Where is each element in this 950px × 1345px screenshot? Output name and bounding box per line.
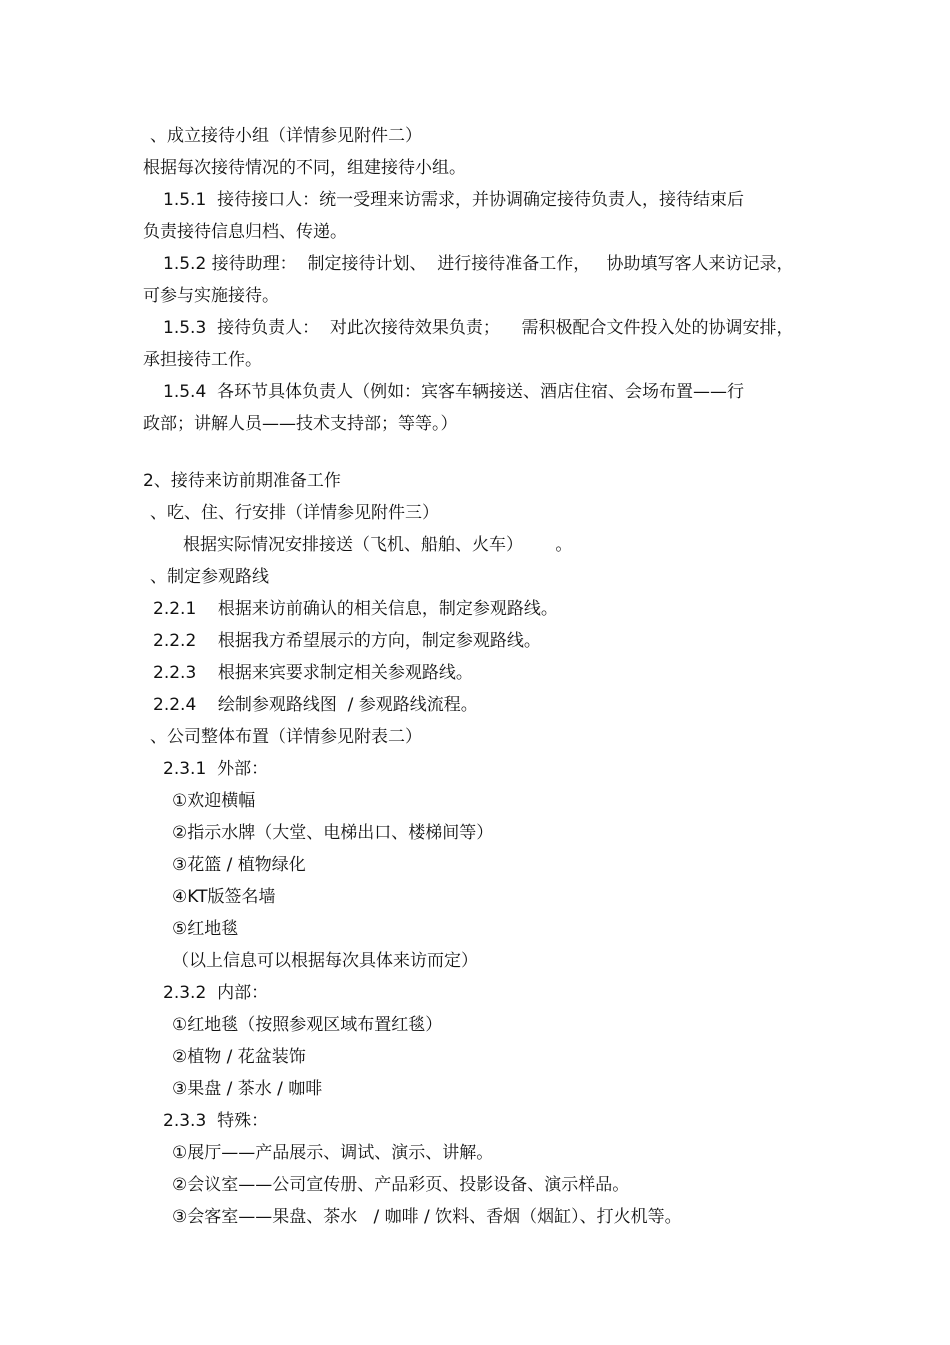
list-item: ③花篮 / 植物绿化 [172,855,306,875]
list-item: ⑤红地毯 [172,919,239,939]
item-1-5-1-continuation: 负责接待信息归档、传递。 [143,222,347,242]
item-1-5-3-continuation: 承担接待工作。 [143,350,262,370]
list-item: ④KT版签名墙 [172,887,276,907]
paragraph-text: 根据实际情况安排接送（飞机、船舶、火车） 。 [183,535,573,555]
note-text: （以上信息可以根据每次具体来访而定） [172,951,478,971]
item-1-5-2: 1.5.2 接待助理： 制定接待计划、 进行接待准备工作， 协助填写客人来访记录， [163,254,794,274]
item-1-5-3: 1.5.3 接待负责人： 对此次接待效果负责； 需积极配合文件投入处的协调安排， [163,318,794,338]
list-item: ②指示水牌（大堂、电梯出口、楼梯间等） [172,823,494,843]
item-1-5-2-continuation: 可参与实施接待。 [143,286,279,306]
list-item: ②会议室——公司宣传册、产品彩页、投影设备、演示样品。 [172,1175,630,1195]
item-2-3-2: 2.3.2 内部： [163,983,269,1003]
list-item: ①欢迎横幅 [172,791,256,811]
list-item: ③会客室——果盘、茶水 / 咖啡 / 饮料、香烟（烟缸）、打火机等。 [172,1207,682,1227]
subsection-heading: 、制定参观路线 [150,567,269,587]
item-2-2-1: 2.2.1 根据来访前确认的相关信息，制定参观路线。 [153,599,558,619]
list-item: ①红地毯（按照参观区域布置红毯） [172,1015,443,1035]
item-1-5-4-continuation: 政部；讲解人员——技术支持部；等等。） [143,414,458,434]
item-2-2-4: 2.2.4 绘制参观路线图 / 参观路线流程。 [153,695,478,715]
list-item: ②植物 / 花盆装饰 [172,1047,306,1067]
item-2-3-3: 2.3.3 特殊： [163,1111,269,1131]
section-heading: 、成立接待小组（详情参见附件二） [150,126,422,146]
item-2-3-1: 2.3.1 外部： [163,759,269,779]
subsection-heading: 、吃、住、行安排（详情参见附件三） [150,503,439,523]
section-2-heading: 2、接待来访前期准备工作 [143,471,341,491]
list-item: ①展厅——产品展示、调试、演示、讲解。 [172,1143,494,1163]
subsection-heading: 、公司整体布置（详情参见附表二） [150,727,422,747]
item-2-2-2: 2.2.2 根据我方希望展示的方向，制定参观路线。 [153,631,541,651]
list-item: ③果盘 / 茶水 / 咖啡 [172,1079,323,1099]
paragraph-text: 根据每次接待情况的不同，组建接待小组。 [143,158,466,178]
item-1-5-1: 1.5.1 接待接口人：统一受理来访需求，并协调确定接待负责人，接待结束后 [163,190,745,210]
item-2-2-3: 2.2.3 根据来宾要求制定相关参观路线。 [153,663,473,683]
item-1-5-4: 1.5.4 各环节具体负责人（例如：宾客车辆接送、酒店住宿、会场布置——行 [163,382,745,402]
